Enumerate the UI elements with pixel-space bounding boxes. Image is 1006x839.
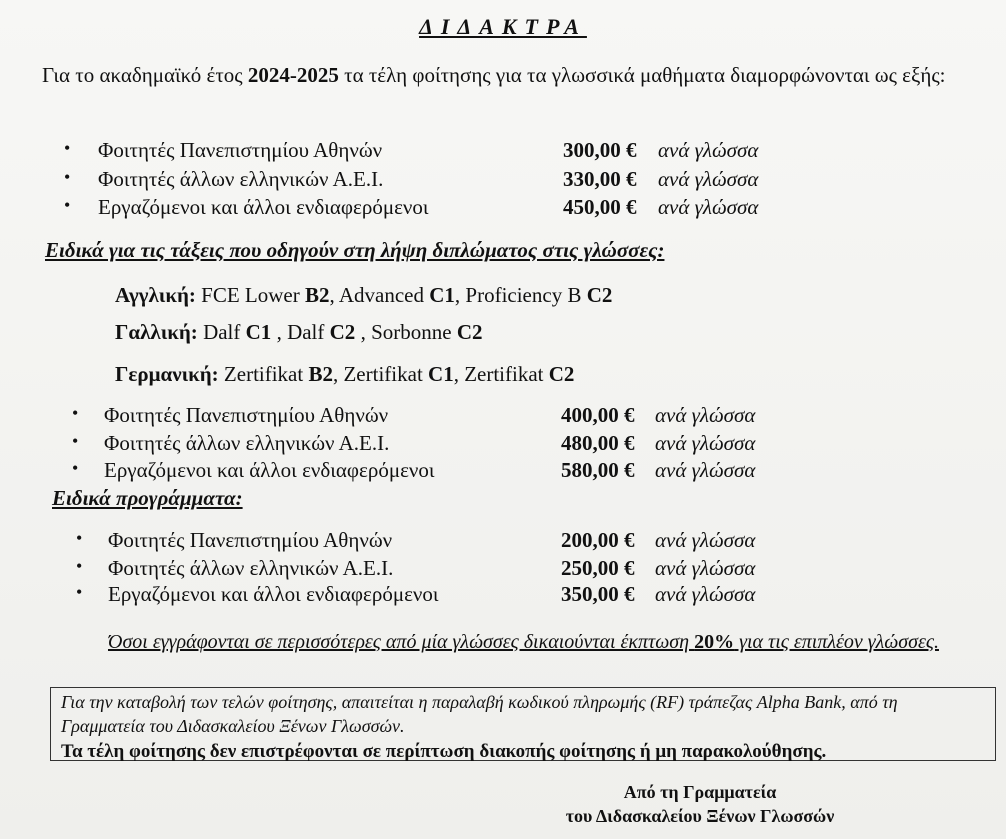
fee-amount: 300,00 € xyxy=(563,138,637,162)
discount-suffix: για τις επιπλέον γλώσσες. xyxy=(734,631,939,653)
fee-amount: 350,00 € xyxy=(561,582,635,606)
bullet: • xyxy=(76,582,83,602)
level-text: , Sorbonne xyxy=(355,320,457,344)
fee-label: Φοιτητές Πανεπιστημίου Αθηνών xyxy=(108,528,393,552)
fee-amount: 330,00 € xyxy=(563,167,637,191)
fee-amount: 200,00 € xyxy=(561,528,635,552)
fee-row xyxy=(0,138,1006,166)
fee-unit: ανά γλώσσα xyxy=(655,403,756,427)
fee-row xyxy=(0,431,1006,459)
bullet: • xyxy=(72,458,79,478)
language-french xyxy=(115,320,482,345)
bullet: • xyxy=(64,195,71,215)
bullet: • xyxy=(72,431,79,451)
bullet: • xyxy=(72,403,79,423)
language-english xyxy=(115,283,612,308)
no-refund-notice: Τα τέλη φοίτησης δεν επιστρέφονται σε περίπτωση διακοπής φοίτησης ή μη παρακολούθησης. xyxy=(61,741,827,762)
level-text: Zertifikat xyxy=(218,362,309,386)
fee-unit: ανά γλώσσα xyxy=(655,528,756,552)
discount-note xyxy=(108,628,998,656)
fee-unit: ανά γλώσσα xyxy=(658,195,759,219)
fee-amount: 450,00 € xyxy=(563,195,637,219)
fee-row xyxy=(0,458,1006,486)
fee-row xyxy=(0,556,1006,584)
fee-amount: 400,00 € xyxy=(561,403,635,427)
fee-label: Φοιτητές άλλων ελληνικών Α.Ε.Ι. xyxy=(104,431,390,455)
language-name: Αγγλική: xyxy=(115,283,196,307)
page-title: ΔΙΔΑΚΤΡΑ xyxy=(419,14,587,39)
level-text: , Dalf xyxy=(271,320,330,344)
special-programs-heading: Ειδικά προγράμματα: xyxy=(52,486,243,510)
fee-row xyxy=(0,167,1006,195)
language-german xyxy=(115,362,574,387)
fee-label: Φοιτητές άλλων ελληνικών Α.Ε.Ι. xyxy=(98,167,384,191)
level-text: FCE Lower xyxy=(195,283,305,307)
bullet: • xyxy=(64,138,71,158)
level-code: C1 xyxy=(429,283,455,307)
signature-line2: του Διδασκαλείου Ξένων Γλωσσών xyxy=(565,806,835,826)
level-text: , Zertifikat xyxy=(453,362,549,386)
intro-paragraph xyxy=(42,60,992,91)
payment-info-box xyxy=(50,687,996,761)
level-code: C2 xyxy=(329,320,356,344)
intro-suffix: τα τέλη φοίτησης για τα γλωσσικά μαθήματα διαμορφώνονται ως εξής: xyxy=(338,63,946,87)
fee-unit: ανά γλώσσα xyxy=(658,167,759,191)
fee-label: Φοιτητές άλλων ελληνικών Α.Ε.Ι. xyxy=(108,556,394,580)
fee-label: Εργαζόμενοι και άλλοι ενδιαφερόμενοι xyxy=(98,195,429,219)
fee-row xyxy=(0,403,1006,431)
payment-instructions: Για την καταβολή των τελών φοίτησης, απαιτείται η παραλαβή κωδικού πληρωμής (RF) τράπεζας Alpha Bank, από τη Γραμματεία του Διδασκαλείου Ξένων Γλωσσών. xyxy=(61,692,898,736)
diploma-section-heading: Ειδικά για τις τάξεις που οδηγούν στη λήψη διπλώματος στις γλώσσες: xyxy=(45,238,665,262)
intro-prefix: Για το ακαδημαϊκό έτος xyxy=(42,63,248,87)
fee-unit: ανά γλώσσα xyxy=(658,138,759,162)
fee-label: Φοιτητές Πανεπιστημίου Αθηνών xyxy=(98,138,383,162)
fee-amount: 580,00 € xyxy=(561,458,635,482)
intro-year: 2024-2025 xyxy=(247,63,339,87)
fee-row xyxy=(0,528,1006,556)
level-text: , Proficiency B xyxy=(454,283,587,307)
fee-row xyxy=(0,195,1006,223)
level-code: C2 xyxy=(586,283,613,307)
fee-unit: ανά γλώσσα xyxy=(655,458,756,482)
fee-unit: ανά γλώσσα xyxy=(655,582,756,606)
fee-row xyxy=(0,582,1006,610)
bullet: • xyxy=(76,528,83,548)
level-code: B2 xyxy=(308,362,333,386)
level-code: C2 xyxy=(456,320,483,344)
fee-amount: 250,00 € xyxy=(561,556,635,580)
fee-amount: 480,00 € xyxy=(561,431,635,455)
level-text: , Advanced xyxy=(329,283,430,307)
discount-prefix: Όσοι εγγράφονται σε περισσότερες από μία γλώσσες δικαιούνται έκπτωση xyxy=(108,631,695,653)
signature-block xyxy=(540,780,860,828)
fee-unit: ανά γλώσσα xyxy=(655,556,756,580)
fee-label: Φοιτητές Πανεπιστημίου Αθηνών xyxy=(104,403,389,427)
level-text: , Zertifikat xyxy=(332,362,429,386)
language-name: Γαλλική: xyxy=(115,320,198,344)
bullet: • xyxy=(64,167,71,187)
signature-line1: Από τη Γραμματεία xyxy=(623,782,777,802)
fee-label: Εργαζόμενοι και άλλοι ενδιαφερόμενοι xyxy=(104,458,435,482)
level-code: B2 xyxy=(304,283,330,307)
level-code: C1 xyxy=(428,362,454,386)
fee-unit: ανά γλώσσα xyxy=(655,431,756,455)
language-name: Γερμανική: xyxy=(115,362,219,386)
level-code: C1 xyxy=(245,320,272,344)
bullet: • xyxy=(76,556,83,576)
level-text: Dalf xyxy=(197,320,246,344)
level-code: C2 xyxy=(548,362,575,386)
discount-percent: 20% xyxy=(694,631,735,653)
fee-label: Εργαζόμενοι και άλλοι ενδιαφερόμενοι xyxy=(108,582,439,606)
